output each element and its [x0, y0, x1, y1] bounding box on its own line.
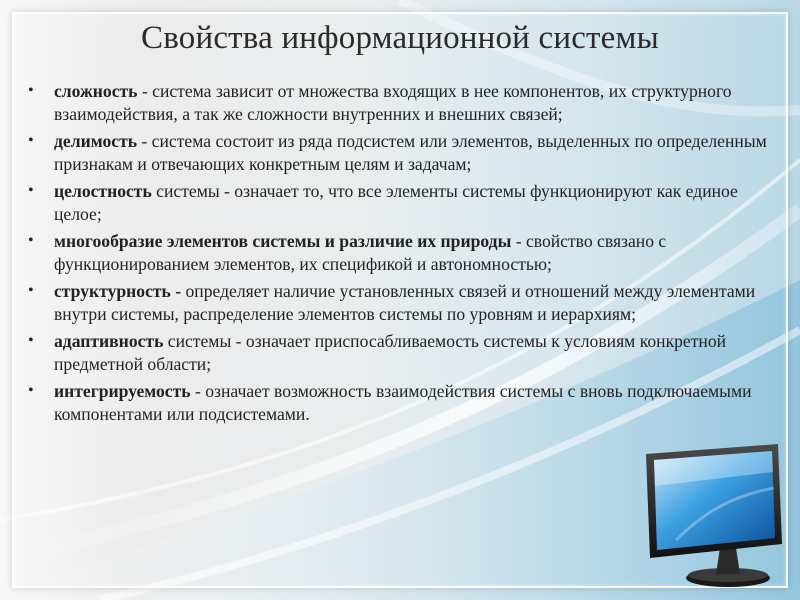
bullet-icon: •	[28, 182, 34, 199]
bullet-icon: •	[28, 282, 34, 299]
property-term: интегрируемость	[54, 381, 191, 401]
bullet-icon: •	[28, 232, 34, 249]
property-term: структурность -	[54, 281, 182, 301]
property-description: - система зависит от множества входящих в нее компонентов, их структурного взаимодействия, а так же сложности внутренних и внешних связей;	[54, 81, 732, 124]
property-term: адаптивность	[54, 331, 164, 351]
property-term: целостность	[54, 181, 152, 201]
property-term: многообразие элементов системы и различие их природы	[54, 231, 512, 251]
properties-list	[28, 80, 788, 430]
property-term: делимость	[54, 131, 138, 151]
property-description: - означает возможность взаимодействия системы с вновь подключаемыми компонентами или подсистемами.	[54, 381, 752, 424]
list-item	[28, 380, 788, 425]
property-description: - система состоит из ряда подсистем или элементов, выделенных по определенным признакам и отвечающих конкретным целям и задачам;	[54, 131, 767, 174]
property-term: сложность	[54, 81, 138, 101]
bullet-icon: •	[28, 82, 34, 99]
slide-title: Свойства информационной системы	[141, 20, 659, 56]
property-description: - свойство связано с функционированием элементов, их спецификой и автономностью;	[54, 231, 667, 274]
bullet-icon: •	[28, 332, 34, 349]
bullet-icon: •	[28, 382, 34, 399]
list-item	[28, 80, 788, 125]
list-item	[28, 180, 788, 225]
list-item	[28, 280, 788, 325]
property-description: системы - означает то, что все элементы системы функционируют как единое целое;	[54, 181, 738, 224]
list-item	[28, 230, 788, 275]
list-item	[28, 330, 788, 375]
computer-monitor-icon	[636, 440, 786, 590]
property-description: определяет наличие установленных связей и отношений между элементами внутри системы, распределение элементов системы по уровням и иерархиям;	[54, 281, 756, 324]
property-description: системы - означает приспосабливаемость системы к условиям конкретной предметной области;	[54, 331, 727, 374]
bullet-icon: •	[28, 132, 34, 149]
list-item	[28, 130, 788, 175]
